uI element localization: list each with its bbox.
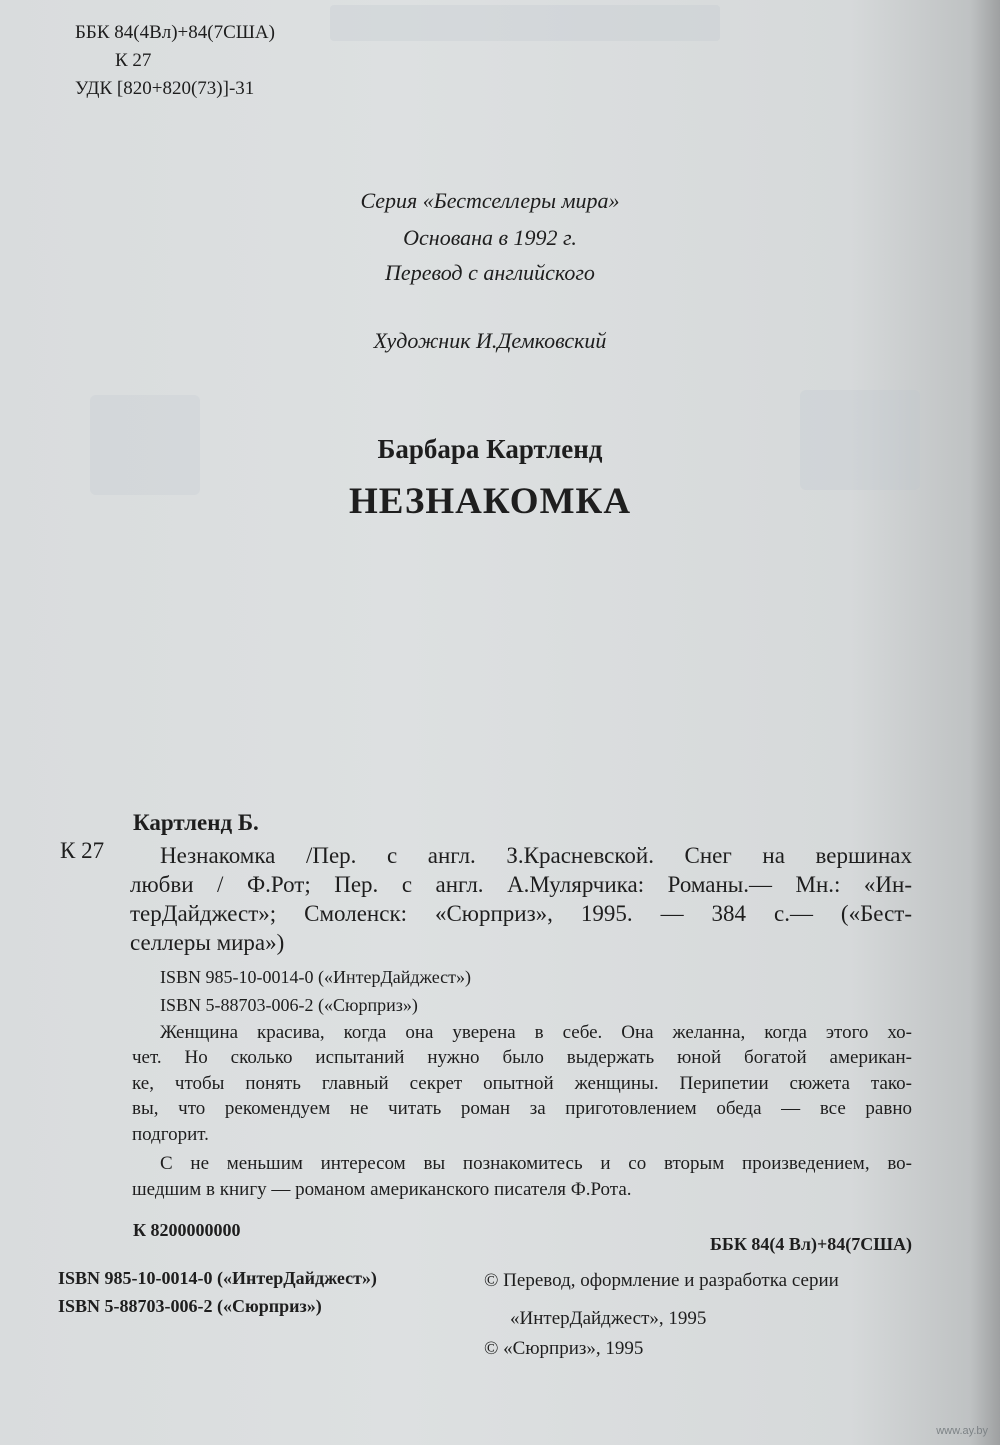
catalog-description-line: Незнакомка /Пер. с англ. З.Красневской. Снег на вершинах: [160, 843, 912, 868]
catalog-description-line: любви / Ф.Рот; Пер. с англ. А.Мулярчика: Романы.— Мн.: «Ин-: [130, 872, 912, 897]
annotation-line: Женщина красива, когда она уверена в себе. Она желанна, когда этого хо-: [160, 1022, 912, 1043]
footer-isbn: ISBN 5-88703-006-2 («Сюрприз»): [58, 1296, 322, 1316]
bleed-through-shape: [330, 5, 720, 41]
catalog-code: К 27: [115, 50, 152, 71]
annotation-line: шедшим в книгу — романом американского писателя Ф.Рота.: [132, 1179, 632, 1200]
catalog-description-line: селлеры мира»): [130, 930, 285, 955]
k-code: К 8200000000: [133, 1220, 241, 1240]
udk-code: УДК [820+820(73)]-31: [75, 78, 255, 99]
catalog-isbn: ISBN 5-88703-006-2 («Сюрприз»): [160, 995, 418, 1015]
translation-note: Перевод с английского: [385, 260, 595, 285]
annotation-line: ке, чтобы понять главный секрет опытной женщины. Перипетии сюжета тако-: [132, 1073, 912, 1094]
site-watermark: www.ay.by: [936, 1425, 988, 1437]
annotation-line: подгорит.: [132, 1124, 209, 1145]
copyright-translation: © Перевод, оформление и разработка серии: [484, 1270, 839, 1291]
series-founded: Основана в 1992 г.: [403, 225, 577, 250]
series-line: Серия «Бестселлеры мира»: [360, 188, 620, 213]
annotation-line: С не меньшим интересом вы познакомитесь и со вторым произведением, во-: [160, 1153, 912, 1174]
book-author: Барбара Картленд: [377, 434, 603, 464]
catalog-isbn: ISBN 985-10-0014-0 («ИнтерДайджест»): [160, 967, 472, 987]
book-title: НЕЗНАКОМКА: [348, 481, 632, 522]
artist-credit: Художник И.Демковский: [373, 328, 607, 353]
catalog-author-heading: Картленд Б.: [133, 810, 259, 835]
copyright-publisher: © «Сюрприз», 1995: [484, 1338, 644, 1359]
footer-bbk: ББК 84(4 Вл)+84(7США): [710, 1234, 912, 1254]
footer-isbn: ISBN 985-10-0014-0 («ИнтерДайджест»): [58, 1268, 377, 1288]
copyright-translation-publisher: «ИнтерДайджест», 1995: [510, 1308, 707, 1329]
annotation-line: вы, что рекомендуем не читать роман за приготовлением обеда — все равно: [132, 1098, 912, 1119]
catalog-code-left: К 27: [60, 838, 105, 863]
bbk-code: ББК 84(4Вл)+84(7США): [75, 22, 275, 43]
annotation-line: чет. Но сколько испытаний нужно было выдержать юной богатой американ-: [132, 1047, 912, 1068]
catalog-description-line: терДайджест»; Смоленск: «Сюрприз», 1995. — 384 с.— («Бест-: [130, 901, 912, 926]
